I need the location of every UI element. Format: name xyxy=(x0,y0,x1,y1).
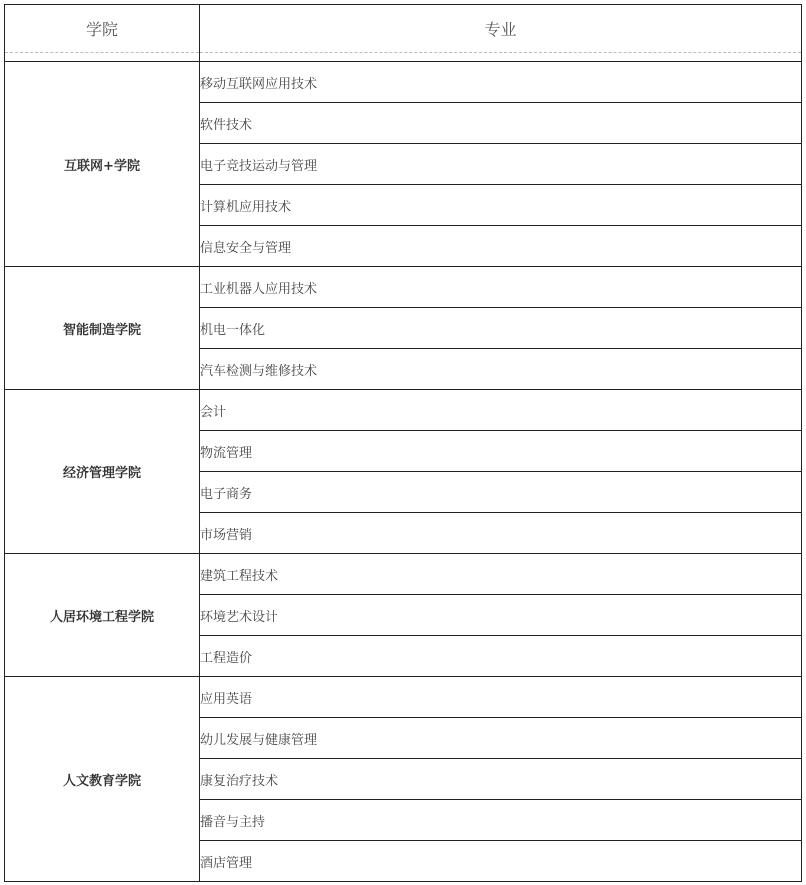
major-cell: 信息安全与管理 xyxy=(200,226,802,267)
college-cell: 人文教育学院 xyxy=(5,677,200,882)
major-cell: 幼儿发展与健康管理 xyxy=(200,718,802,759)
major-cell: 软件技术 xyxy=(200,103,802,144)
major-cell: 环境艺术设计 xyxy=(200,595,802,636)
major-cell: 康复治疗技术 xyxy=(200,759,802,800)
major-cell: 机电一体化 xyxy=(200,308,802,349)
table-row xyxy=(5,267,802,308)
major-cell: 计算机应用技术 xyxy=(200,185,802,226)
major-cell: 电子竞技运动与管理 xyxy=(200,144,802,185)
table-row xyxy=(5,62,802,103)
major-cell: 会计 xyxy=(200,390,802,431)
college-column-header: 学院 xyxy=(5,5,200,53)
major-cell: 播音与主持 xyxy=(200,800,802,841)
major-cell: 酒店管理 xyxy=(200,841,802,882)
table-row xyxy=(5,554,802,595)
major-cell: 工业机器人应用技术 xyxy=(200,267,802,308)
major-cell: 移动互联网应用技术 xyxy=(200,62,802,103)
table-body xyxy=(5,62,802,882)
major-cell: 建筑工程技术 xyxy=(200,554,802,595)
header-row xyxy=(5,5,802,53)
major-column-header: 专业 xyxy=(200,5,802,53)
major-cell: 工程造价 xyxy=(200,636,802,677)
major-cell: 汽车检测与维修技术 xyxy=(200,349,802,390)
major-cell: 电子商务 xyxy=(200,472,802,513)
major-cell: 应用英语 xyxy=(200,677,802,718)
header-spacer xyxy=(5,53,802,62)
college-cell: 经济管理学院 xyxy=(5,390,200,554)
majors-table xyxy=(4,4,802,882)
college-cell: 智能制造学院 xyxy=(5,267,200,390)
major-cell: 物流管理 xyxy=(200,431,802,472)
major-cell: 市场营销 xyxy=(200,513,802,554)
college-cell: 人居环境工程学院 xyxy=(5,554,200,677)
college-cell: 互联网+学院 xyxy=(5,62,200,267)
table-row xyxy=(5,677,802,718)
table-row xyxy=(5,390,802,431)
